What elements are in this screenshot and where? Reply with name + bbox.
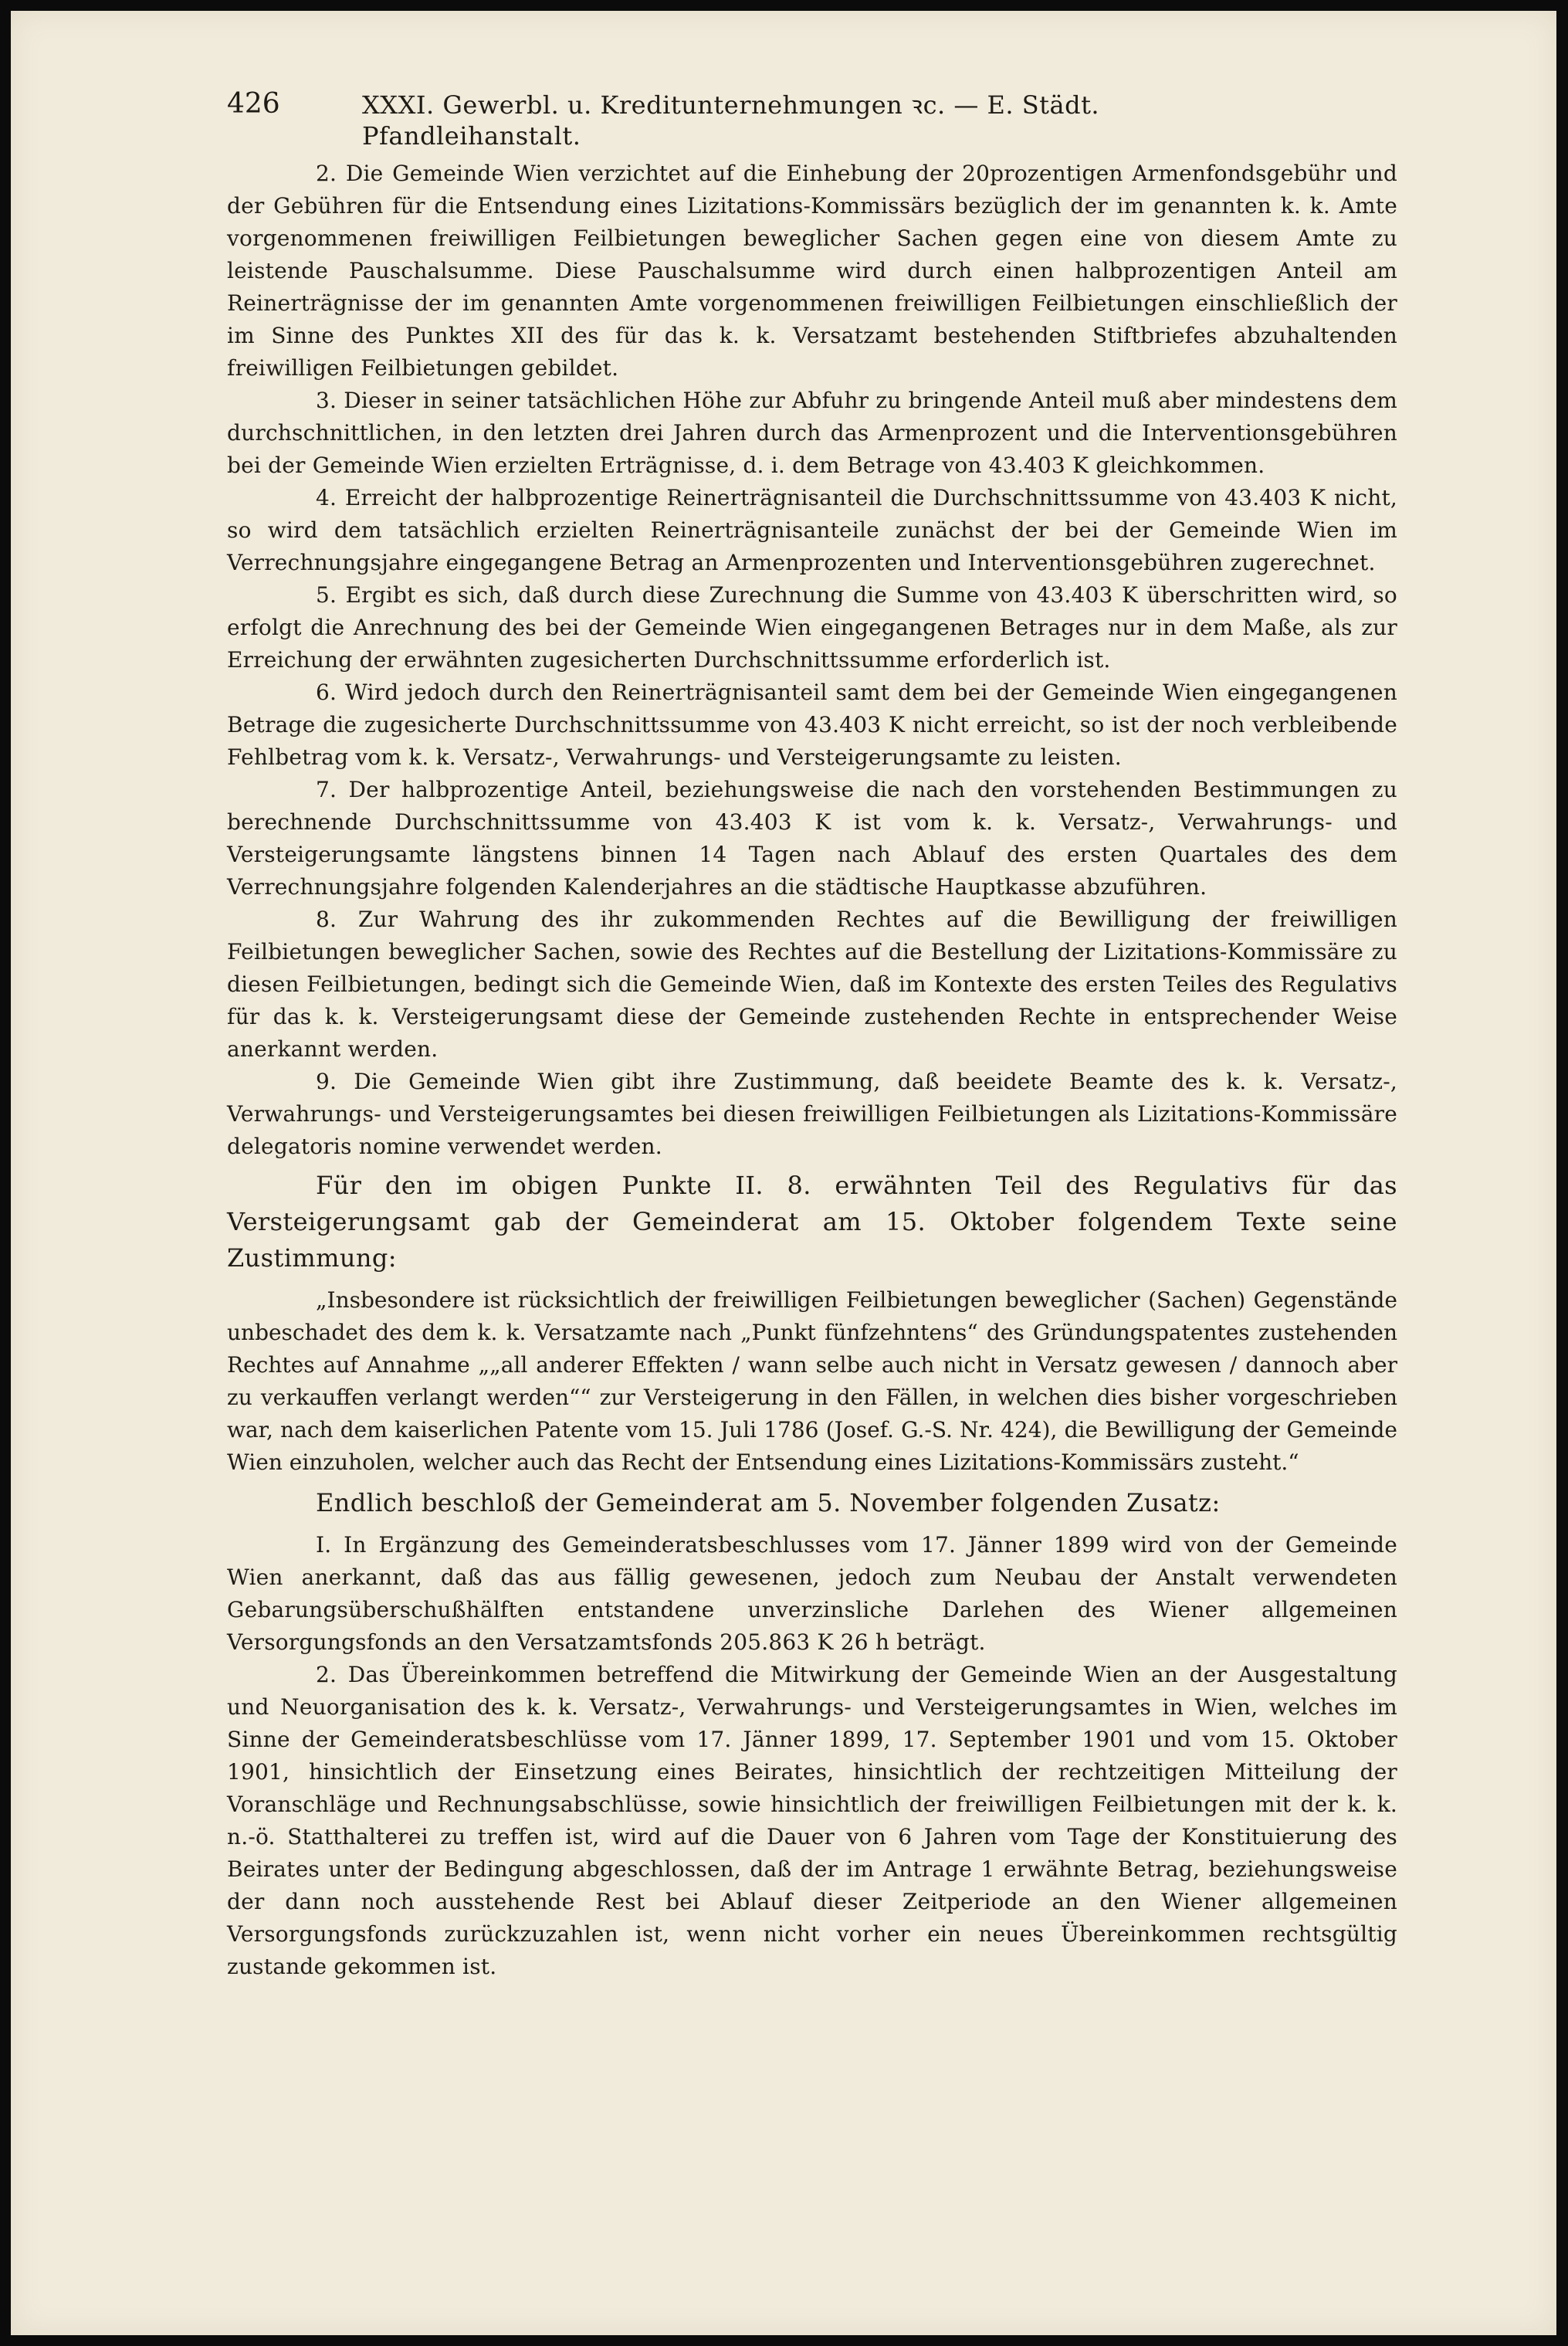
page xyxy=(11,11,1556,2335)
paragraph-3: 3. Dieser in seiner tatsächlichen Höhe zur Abfuhr zu bringende Anteil muß aber mindestens dem durchschnittlichen, in den letzten drei Jahren durch das Armenprozent und die Interventionsgebühren bei der Gemeinde Wien erzielten Erträgnisse, d. i. dem Betrage von 43.403 K gleichkommen. xyxy=(227,388,1397,478)
quoted-text: „Insbesondere ist rücksichtlich der freiwilligen Feilbietungen beweglicher (Sachen) Gegenstände unbeschadet des dem k. k. Versatzamte nach „Punkt fünfzehntens“ des Gründungspatentes zustehenden Rechtes auf Annahme „„all anderer Effekten / wann selbe auch nicht in Versatz gewesen / dannoch aber zu verkauffen verlangt werden““ zur Versteigerung in den Fällen, in welchen dies bisher vorgeschrieben war, nach dem kaiserlichen Patente vom 15. Juli 1786 (Josef. G.-S. Nr. 424), die Bewilligung der Gemeinde Wien einzuholen, welcher auch das Recht der Entsendung eines Lizitations-Kommissärs zusteht.“ xyxy=(227,1287,1397,1475)
final-paragraph-2: 2. Das Übereinkommen betreffend die Mitwirkung der Gemeinde Wien an der Ausgestaltung und Neuorganisation des k. k. Versatz-, Verwahrungs- und Versteigerungsamtes in Wien, welches im Sinne der Gemeinderatsbeschlüsse vom 17. Jänner 1899, 17. September 1901 und vom 15. Oktober 1901, hinsichtlich der Einsetzung eines Beirates, hinsichtlich der rechtzeitigen Mitteilung der Voranschläge und Rechnungsabschlüsse, sowie hinsichtlich der freiwilligen Feilbietungen mit der k. k. n.-ö. Statthalterei zu treffen ist, wird auf die Dauer von 6 Jahren vom Tage der Konstituierung des Beirates unter der Bedingung abgeschlossen, daß der im Antrage 1 erwähnte Betrag, beziehungsweise der dann noch ausstehende Rest bei Ablauf dieser Zeitperiode an den Wiener allgemeinen Versorgungsfonds zurückzuzahlen ist, wenn nicht vorher ein neues Übereinkommen rechtsgültig zustande gekommen ist. xyxy=(227,1662,1397,1979)
running-title: XXXI. Gewerbl. u. Kreditunternehmungen ꝛc. — E. Städt. Pfandleihanstalt. xyxy=(362,90,1100,151)
paragraph-4: 4. Erreicht der halbprozentige Reinerträgnisanteil die Durchschnittssumme von 43.403 K nicht, so wird dem tatsächlich erzielten Reinerträgnisanteile zunächst der bei der Gemeinde Wien im Verrechnungsjahre eingegangene Betrag an Armenprozenten und Interventionsgebühren zugerechnet. xyxy=(227,485,1397,575)
paragraph-6: 6. Wird jedoch durch den Reinerträgnisanteil samt dem bei der Gemeinde Wien eingegangenen Betrage die zugesicherte Durchschnittssumme von 43.403 K nicht erreicht, so ist der noch verbleibende Fehlbetrag vom k. k. Versatz-, Verwahrungs- und Versteigerungsamte zu leisten. xyxy=(227,680,1397,770)
paragraph-2: 2. Die Gemeinde Wien verzichtet auf die Einhebung der 20prozentigen Armenfondsgebühr und der Gebühren für die Entsendung eines Lizitations-Kommissärs bezüglich der im genannten k. k. Amte vorgenommenen freiwilligen Feilbietungen beweglicher Sachen gegen eine von diesem Amte zu leistende Pauschalsumme. Diese Pauschalsumme wird durch einen halbprozentigen Anteil am Reinerträgnisse der im genannten Amte vorgenommenen freiwilligen Feilbietungen einschließlich der im Sinne des Punktes XII des für das k. k. Versatzamt bestehenden Stiftbriefes abzuhaltenden freiwilligen Feilbietungen gebildet. xyxy=(227,161,1397,381)
subheading-zusatz: Endlich beschloß der Gemeinderat am 5. November folgenden Zusatz: xyxy=(316,1488,1221,1517)
page-header xyxy=(227,88,1308,151)
paragraph-5: 5. Ergibt es sich, daß durch diese Zurechnung die Summe von 43.403 K überschritten wird, so erfolgt die Anrechnung des bei der Gemeinde Wien eingegangenen Betrages nur in dem Maße, als zur Erreichung der erwähnten zugesicherten Durchschnittssumme erforderlich ist. xyxy=(227,582,1397,673)
page-body xyxy=(227,158,1397,1983)
paragraph-9: 9. Die Gemeinde Wien gibt ihre Zustimmung, daß beeidete Beamte des k. k. Versatz-, Verwahrungs- und Versteigerungsamtes bei diesen freiwilligen Feilbietungen als Lizitations-Kommissäre delegatoris nomine verwendet werden. xyxy=(227,1069,1397,1159)
subheading-regulativ: Für den im obigen Punkte II. 8. erwähnten Teil des Regulativs für das Versteigerungsamt gab der Gemeinderat am 15. Oktober folgendem Texte seine Zustimmung: xyxy=(227,1171,1397,1273)
final-paragraph-1: I. In Ergänzung des Gemeinderatsbeschlusses vom 17. Jänner 1899 wird von der Gemeinde Wien anerkannt, daß das aus fällig gewesenen, jedoch zum Neubau der Anstalt verwendeten Gebarungsüberschußhälften entstandene unverzinsliche Darlehen des Wiener allgemeinen Versorgungsfonds an den Versatzamtsfonds 205.863 K 26 h beträgt. xyxy=(227,1532,1397,1655)
page-number: 426 xyxy=(227,88,280,120)
paragraph-8: 8. Zur Wahrung des ihr zukommenden Rechtes auf die Bewilligung der freiwilligen Feilbietungen beweglicher Sachen, sowie des Rechtes auf die Bestellung der Lizitations-Kommissäre zu diesen Feilbietungen, bedingt sich die Gemeinde Wien, daß im Kontexte des ersten Teiles des Regulativs für das k. k. Versteigerungsamt diese der Gemeinde zustehenden Rechte in entsprechender Weise anerkannt werden. xyxy=(227,907,1397,1062)
paragraph-7: 7. Der halbprozentige Anteil, beziehungsweise die nach den vorstehenden Bestimmungen zu berechnende Durchschnittssumme von 43.403 K ist vom k. k. Versatz-, Verwahrungs- und Versteigerungsamte längstens binnen 14 Tagen nach Ablauf des ersten Quartales des dem Verrechnungsjahre folgenden Kalenderjahres an die städtische Hauptkasse abzuführen. xyxy=(227,777,1397,900)
